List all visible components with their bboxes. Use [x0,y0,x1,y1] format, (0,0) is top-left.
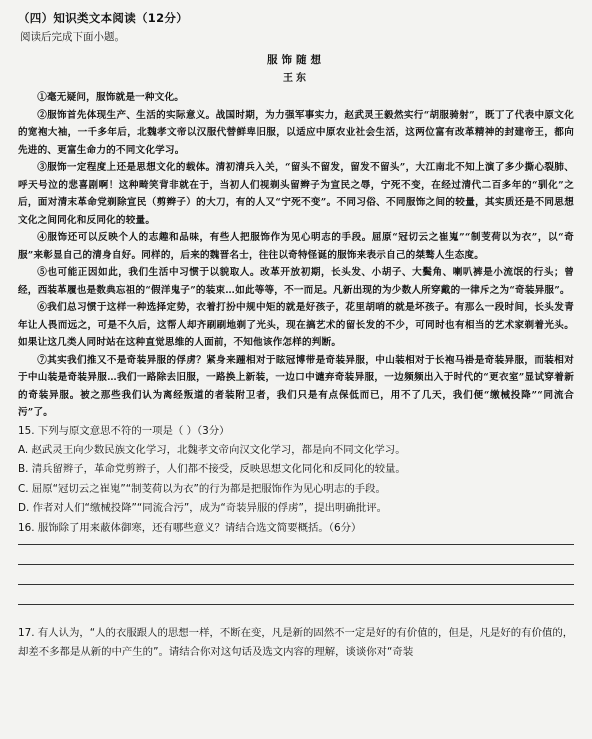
paragraph-4: ④服饰还可以反映个人的志趣和品味，有些人把服饰作为见心明志的手段。屈原“冠切云之崔嵬”“制芰荷以为衣”，以“奇服”来彰显自己的清身自好。同样的，后来的魏晋名士，往往以奇特怪诞的服饰来表示自己的桀骜人生态度。 [18,232,574,261]
paragraph-3: ③服饰一定程度上还是思想文化的载体。清初清兵入关，“留头不留发，留发不留头”，大江南北不知上演了多少撕心裂肺、呼天号泣的悲喜剧啊！这种畸笑背非就在于，当初人们视剃头留辫子为宣民之辱，宁死不变，在经过清代二百多年的“驯化”之后，面对清末革命党剃除宣民（剪辫子）的大刀，有的人又“宁死不变”。不同习俗、不同服饰之间的较量，其实质还是不同思想文化之间同化和反同化的较量。 [18,162,574,226]
answer-line [18,604,574,605]
article-author: 王东 [283,73,309,84]
answer-line [18,584,574,585]
instruction-text: 阅读后完成下面小题。 [20,31,125,43]
paragraph-7: ⑦其实我们推又不是奇装异服的俘虏？紧身来踵相对于眩冠博带是奇装异服，中山装相对于长袍马褂是奇装异服，而装相对于中山装是奇装异服…我们一路除去旧服，一路换上新装，一边口中谴弃奇装异服，一边频频出入于时代的“更衣室”显试穿着新的奇装异服。被之那些我们认为离经叛道的者装附卫者，我们只是有点保低而已，用不了几天，我们便“缴械投降”“同流合污”了。 [18,354,574,418]
answer-line [18,564,574,565]
section-header: （四）知识类文本阅读（12分） [18,11,189,25]
question-15-option-d: D. 作者对人们“缴械投降”“同流合污”，成为“奇装异服的俘虏”，提出明确批评。 [18,502,388,514]
question-17-stem: 17. 有人认为，“人的衣服跟人的思想一样，不断在变，凡是新的固然不一定是好的有价值的，但是，凡是好的有价值的，却差不多都是从新的中产生的”。请结合你对这句话及选文内容的理解，谈谈你对“奇装 [18,626,574,658]
question-15-option-b: B. 清兵留辫子，革命党剪辫子，人们都不接受，反映思想文化同化和反同化的较量。 [18,463,406,475]
article-title: 服饰随想 [267,54,325,66]
answer-line [18,544,574,545]
question-15-option-a: A. 赵武灵王向少数民族文化学习，北魏孝文帝向汉文化学习，都是向不同文化学习。 [18,443,406,456]
paragraph-1: ①毫无疑问，服饰就是一种文化。 [37,92,185,103]
question-15-option-c: C. 屈原“冠切云之崔嵬”“制芰荷以为衣”的行为都是把服饰作为见心明志的手段。 [18,482,386,495]
paragraph-5: ⑤也可能正因如此，我们生活中习惯于以貌取人。改革开放初期，长头发、小胡子、大鬓角、喇叭裤是小流氓的行头；曾经，西装革履也是数典忘祖的“假洋鬼子”的装束…如此等等，不一而足。凡新出现的为少数人所穿戴的一律斥之为“奇装异服”。 [18,267,574,296]
question-15-stem: 15. 下列与原文意思不符的一项是（ ）（3分） [18,424,230,437]
answer-lines [18,544,574,605]
question-16-stem: 16. 服饰除了用来蔽体御寒，还有哪些意义？请结合选文简要概括。（6分） [18,521,362,534]
paragraph-2: ②服饰首先体现生产、生活的实际意义。战国时期，为力强军事实力，赵武灵王毅然实行“胡服骑射”，既丁了代表中原文化的宽袍大袖，一千多年后，北魏孝文帝以汉服代替鲜卑旧服，以适应中原农业社会生活，这两位富有改革精神的封建帝王，都向先进的、更富生命力的不同文化学习。 [18,109,574,156]
paragraph-6: ⑥我们总习惯于这样一种选择定势，衣着打扮中规中矩的就是好孩子，花里胡哨的就是坏孩子。有那么一段时间，长头发青年让人畏而远之，可是不久后，这帮人却齐刷刷地剃了光头，现在搞艺术的留长发的不少，可同时也有相当的艺术家剃着光头。如果让这几类人同时站在这种直觉思维的人面前，不知他该作怎样的判断。 [18,302,574,348]
